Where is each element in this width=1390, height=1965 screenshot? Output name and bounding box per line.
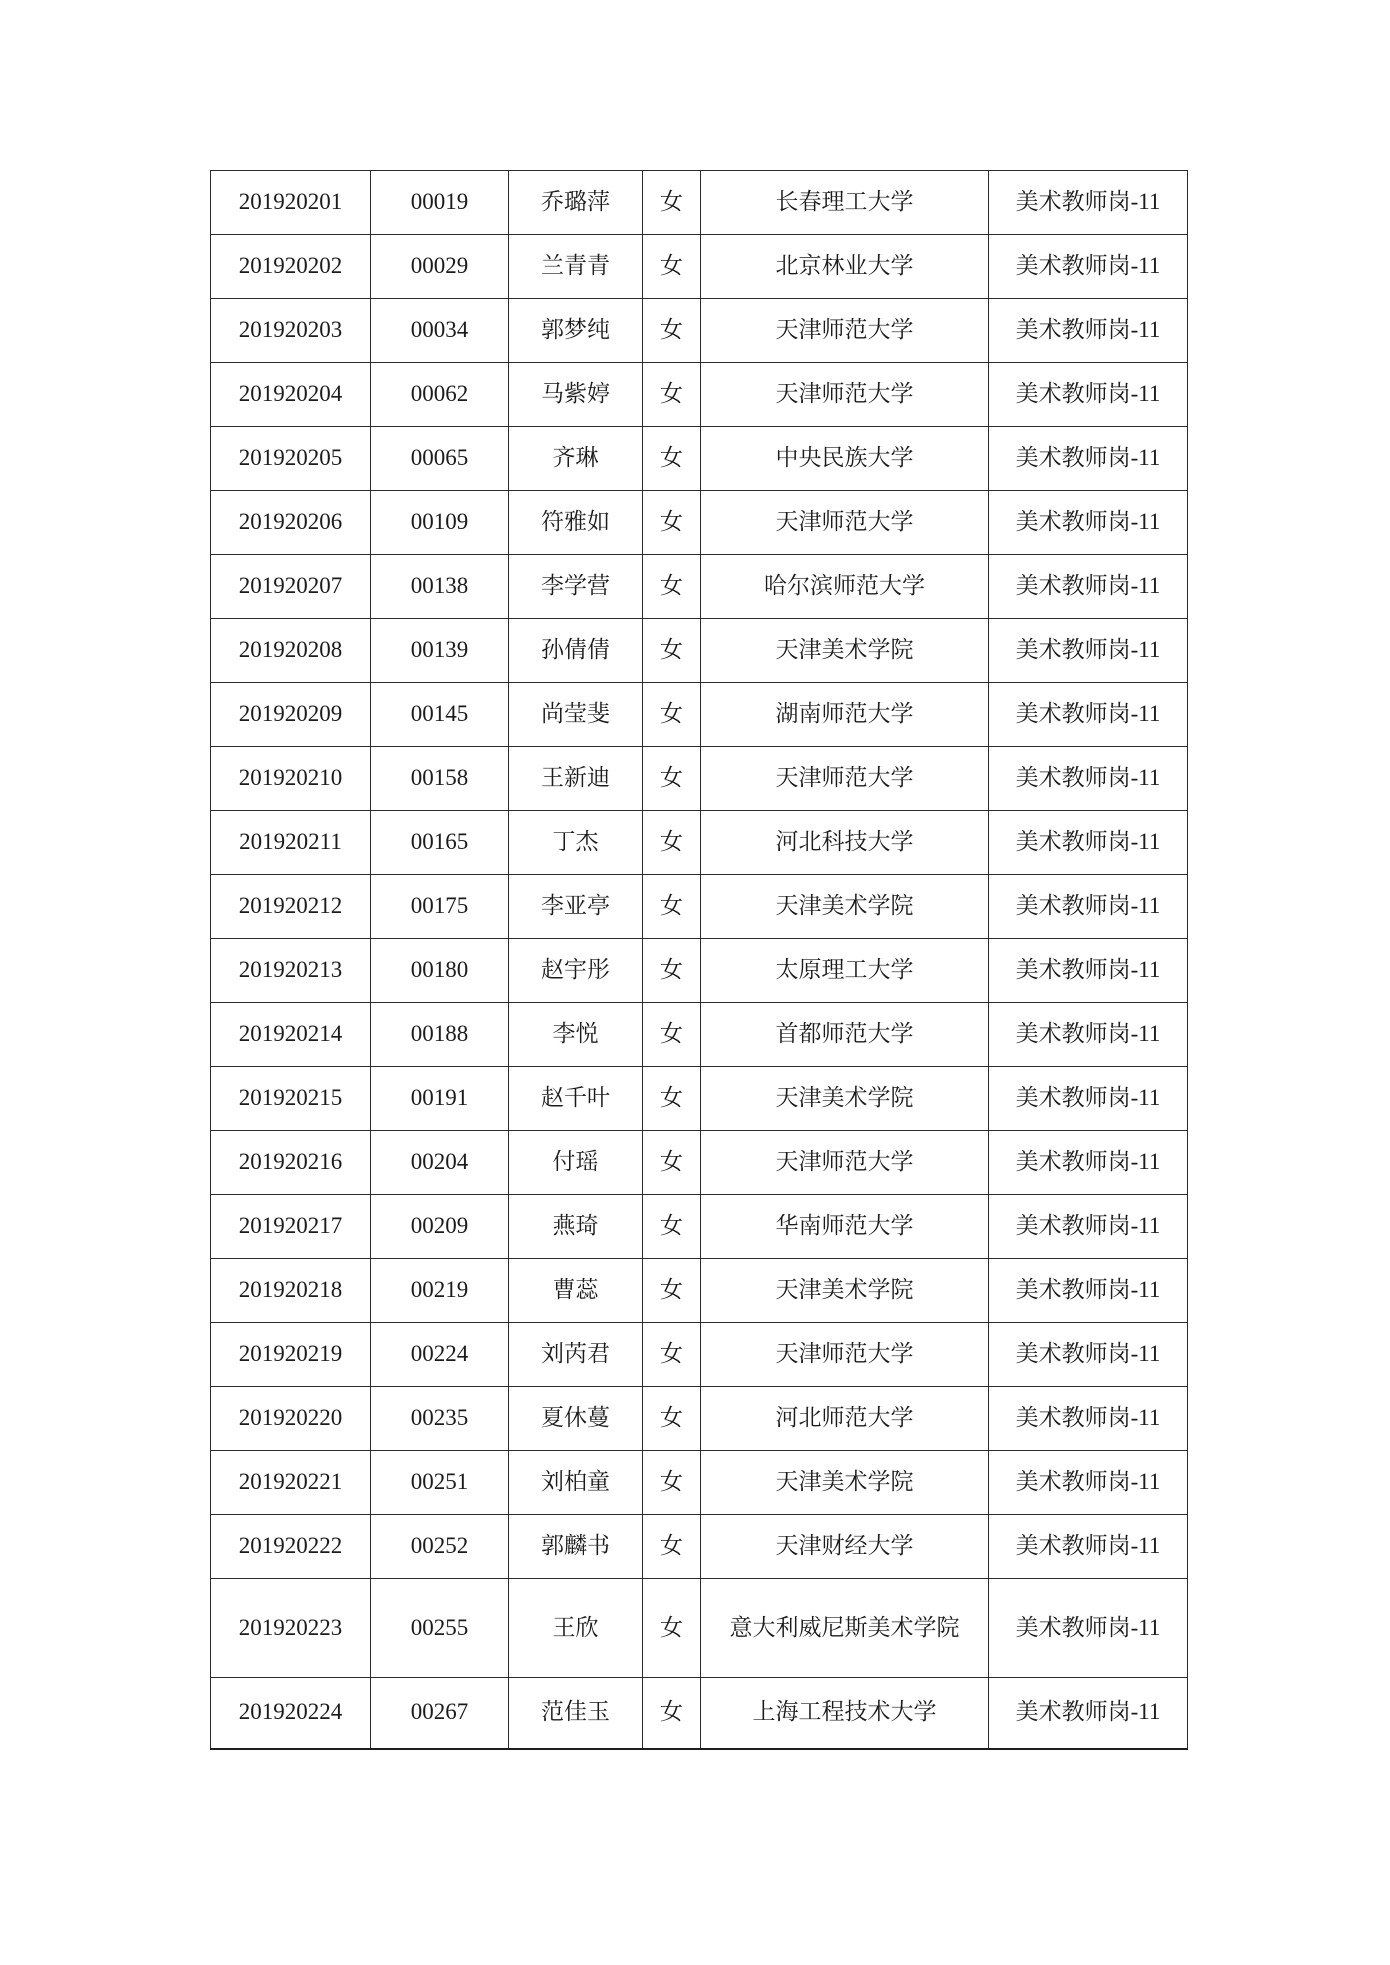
table-cell-candidate-number: 00191: [371, 1067, 509, 1131]
table-cell-school: 中央民族大学: [701, 427, 989, 491]
table-cell-school: 天津师范大学: [701, 747, 989, 811]
table-row: [211, 171, 1188, 235]
table-cell-candidate-number: 00204: [371, 1131, 509, 1195]
table-row: [211, 1387, 1188, 1451]
table-cell-position: 美术教师岗-11: [989, 1387, 1188, 1451]
table-cell-registration-number: 201920215: [211, 1067, 371, 1131]
table-cell-school: 湖南师范大学: [701, 683, 989, 747]
table-cell-candidate-number: 00175: [371, 875, 509, 939]
table-cell-gender: 女: [643, 555, 701, 619]
candidate-roster-table: [210, 170, 1188, 1750]
table-cell-candidate-number: 00109: [371, 491, 509, 555]
table-cell-registration-number: 201920216: [211, 1131, 371, 1195]
table-row: [211, 1451, 1188, 1515]
table-cell-school: 天津财经大学: [701, 1515, 989, 1579]
table-row: [211, 1323, 1188, 1387]
table-cell-registration-number: 201920219: [211, 1323, 371, 1387]
table-row: [211, 1259, 1188, 1323]
table-cell-position: 美术教师岗-11: [989, 299, 1188, 363]
table-cell-position: 美术教师岗-11: [989, 1515, 1188, 1579]
table-cell-gender: 女: [643, 1003, 701, 1067]
table-cell-school: 天津师范大学: [701, 363, 989, 427]
table-row: [211, 1515, 1188, 1579]
table-cell-school: 河北科技大学: [701, 811, 989, 875]
table-cell-registration-number: 201920220: [211, 1387, 371, 1451]
table-cell-candidate-number: 00029: [371, 235, 509, 299]
table-cell-name: 王欣: [509, 1579, 643, 1678]
table-row: [211, 363, 1188, 427]
table-cell-registration-number: 201920209: [211, 683, 371, 747]
table-cell-position: 美术教师岗-11: [989, 1259, 1188, 1323]
table-cell-position: 美术教师岗-11: [989, 427, 1188, 491]
table-cell-gender: 女: [643, 363, 701, 427]
table-cell-registration-number: 201920212: [211, 875, 371, 939]
table-row: [211, 1003, 1188, 1067]
table-cell-name: 李亚亭: [509, 875, 643, 939]
table-cell-candidate-number: 00034: [371, 299, 509, 363]
table-row: [211, 427, 1188, 491]
table-cell-gender: 女: [643, 1515, 701, 1579]
table-cell-registration-number: 201920223: [211, 1579, 371, 1678]
table-cell-name: 马紫婷: [509, 363, 643, 427]
table-cell-position: 美术教师岗-11: [989, 171, 1188, 235]
table-cell-gender: 女: [643, 427, 701, 491]
table-cell-candidate-number: 00219: [371, 1259, 509, 1323]
table-cell-position: 美术教师岗-11: [989, 683, 1188, 747]
table-cell-name: 兰青青: [509, 235, 643, 299]
table-cell-candidate-number: 00158: [371, 747, 509, 811]
table-row: [211, 811, 1188, 875]
table-cell-gender: 女: [643, 1678, 701, 1749]
table-cell-candidate-number: 00145: [371, 683, 509, 747]
table-cell-candidate-number: 00019: [371, 171, 509, 235]
table-cell-gender: 女: [643, 683, 701, 747]
table-cell-registration-number: 201920217: [211, 1195, 371, 1259]
table-cell-school: 河北师范大学: [701, 1387, 989, 1451]
table-cell-school: 上海工程技术大学: [701, 1678, 989, 1749]
table-row: [211, 1195, 1188, 1259]
table-cell-school: 天津美术学院: [701, 619, 989, 683]
table-cell-registration-number: 201920203: [211, 299, 371, 363]
table-row: [211, 555, 1188, 619]
table-cell-school: 天津师范大学: [701, 299, 989, 363]
table-cell-name: 夏休蔓: [509, 1387, 643, 1451]
table-cell-position: 美术教师岗-11: [989, 1579, 1188, 1678]
table-row: [211, 619, 1188, 683]
table-cell-registration-number: 201920214: [211, 1003, 371, 1067]
table-cell-school: 天津师范大学: [701, 1131, 989, 1195]
table-cell-candidate-number: 00065: [371, 427, 509, 491]
table-cell-registration-number: 201920201: [211, 171, 371, 235]
table-cell-name: 刘柏童: [509, 1451, 643, 1515]
table-cell-school: 天津美术学院: [701, 1067, 989, 1131]
table-cell-name: 孙倩倩: [509, 619, 643, 683]
table-cell-school: 意大利威尼斯美术学院: [701, 1579, 989, 1678]
table-row: [211, 1067, 1188, 1131]
table-cell-registration-number: 201920210: [211, 747, 371, 811]
table-cell-name: 乔璐萍: [509, 171, 643, 235]
table-row: [211, 235, 1188, 299]
table-row: [211, 747, 1188, 811]
table-cell-candidate-number: 00235: [371, 1387, 509, 1451]
table-cell-gender: 女: [643, 811, 701, 875]
table-row: [211, 491, 1188, 555]
table-cell-school: 哈尔滨师范大学: [701, 555, 989, 619]
table-cell-school: 天津师范大学: [701, 1323, 989, 1387]
table-cell-name: 李学营: [509, 555, 643, 619]
table-cell-registration-number: 201920222: [211, 1515, 371, 1579]
table-cell-gender: 女: [643, 1131, 701, 1195]
table-row: [211, 1678, 1188, 1749]
table-cell-name: 赵千叶: [509, 1067, 643, 1131]
table-cell-name: 丁杰: [509, 811, 643, 875]
table-cell-gender: 女: [643, 1067, 701, 1131]
table-cell-gender: 女: [643, 1451, 701, 1515]
table-cell-gender: 女: [643, 619, 701, 683]
table-cell-gender: 女: [643, 1323, 701, 1387]
table-cell-gender: 女: [643, 235, 701, 299]
table-cell-candidate-number: 00224: [371, 1323, 509, 1387]
table-cell-position: 美术教师岗-11: [989, 811, 1188, 875]
table-cell-candidate-number: 00062: [371, 363, 509, 427]
table-cell-name: 齐琳: [509, 427, 643, 491]
table-cell-name: 郭麟书: [509, 1515, 643, 1579]
table-cell-position: 美术教师岗-11: [989, 1195, 1188, 1259]
table-cell-candidate-number: 00165: [371, 811, 509, 875]
table-cell-gender: 女: [643, 747, 701, 811]
table-row: [211, 1579, 1188, 1678]
table-cell-gender: 女: [643, 171, 701, 235]
table-cell-registration-number: 201920208: [211, 619, 371, 683]
table-cell-school: 华南师范大学: [701, 1195, 989, 1259]
table-cell-position: 美术教师岗-11: [989, 939, 1188, 1003]
table-cell-candidate-number: 00267: [371, 1678, 509, 1749]
table-cell-gender: 女: [643, 1259, 701, 1323]
table-cell-position: 美术教师岗-11: [989, 1451, 1188, 1515]
table-cell-gender: 女: [643, 875, 701, 939]
table-cell-candidate-number: 00209: [371, 1195, 509, 1259]
table-cell-position: 美术教师岗-11: [989, 1678, 1188, 1749]
table-cell-school: 天津师范大学: [701, 491, 989, 555]
table-cell-name: 符雅如: [509, 491, 643, 555]
table-cell-candidate-number: 00188: [371, 1003, 509, 1067]
table-cell-name: 王新迪: [509, 747, 643, 811]
table-cell-school: 首都师范大学: [701, 1003, 989, 1067]
table-cell-school: 长春理工大学: [701, 171, 989, 235]
table-cell-registration-number: 201920205: [211, 427, 371, 491]
table-row: [211, 299, 1188, 363]
table-cell-position: 美术教师岗-11: [989, 1067, 1188, 1131]
table-cell-registration-number: 201920213: [211, 939, 371, 1003]
table-cell-position: 美术教师岗-11: [989, 555, 1188, 619]
table-cell-school: 天津美术学院: [701, 1451, 989, 1515]
table-cell-position: 美术教师岗-11: [989, 875, 1188, 939]
table-cell-candidate-number: 00139: [371, 619, 509, 683]
table-cell-school: 天津美术学院: [701, 1259, 989, 1323]
table-row: [211, 683, 1188, 747]
table-cell-gender: 女: [643, 1579, 701, 1678]
table-cell-candidate-number: 00251: [371, 1451, 509, 1515]
table-cell-registration-number: 201920207: [211, 555, 371, 619]
table-cell-gender: 女: [643, 939, 701, 1003]
table-cell-school: 北京林业大学: [701, 235, 989, 299]
table-cell-registration-number: 201920204: [211, 363, 371, 427]
table-cell-name: 刘芮君: [509, 1323, 643, 1387]
table-cell-registration-number: 201920218: [211, 1259, 371, 1323]
table-cell-gender: 女: [643, 491, 701, 555]
table-cell-candidate-number: 00138: [371, 555, 509, 619]
table-cell-gender: 女: [643, 299, 701, 363]
table-row: [211, 875, 1188, 939]
table-cell-candidate-number: 00180: [371, 939, 509, 1003]
table-cell-name: 曹蕊: [509, 1259, 643, 1323]
table-cell-registration-number: 201920202: [211, 235, 371, 299]
table-cell-position: 美术教师岗-11: [989, 1131, 1188, 1195]
table-cell-name: 范佳玉: [509, 1678, 643, 1749]
table-cell-position: 美术教师岗-11: [989, 747, 1188, 811]
table-cell-name: 赵宇彤: [509, 939, 643, 1003]
candidate-roster-body: [211, 171, 1188, 1749]
table-cell-name: 尚莹斐: [509, 683, 643, 747]
table-cell-position: 美术教师岗-11: [989, 1323, 1188, 1387]
table-cell-school: 天津美术学院: [701, 875, 989, 939]
table-cell-position: 美术教师岗-11: [989, 491, 1188, 555]
table-cell-position: 美术教师岗-11: [989, 235, 1188, 299]
table-cell-position: 美术教师岗-11: [989, 619, 1188, 683]
table-cell-position: 美术教师岗-11: [989, 1003, 1188, 1067]
table-cell-position: 美术教师岗-11: [989, 363, 1188, 427]
table-cell-school: 太原理工大学: [701, 939, 989, 1003]
table-cell-registration-number: 201920224: [211, 1678, 371, 1749]
table-cell-registration-number: 201920206: [211, 491, 371, 555]
table-cell-gender: 女: [643, 1387, 701, 1451]
table-cell-name: 燕琦: [509, 1195, 643, 1259]
table-cell-name: 郭梦纯: [509, 299, 643, 363]
table-cell-registration-number: 201920211: [211, 811, 371, 875]
table-cell-name: 李悦: [509, 1003, 643, 1067]
table-cell-name: 付瑶: [509, 1131, 643, 1195]
table-row: [211, 1131, 1188, 1195]
table-cell-candidate-number: 00252: [371, 1515, 509, 1579]
table-cell-candidate-number: 00255: [371, 1579, 509, 1678]
table-cell-gender: 女: [643, 1195, 701, 1259]
table-cell-registration-number: 201920221: [211, 1451, 371, 1515]
table-row: [211, 939, 1188, 1003]
